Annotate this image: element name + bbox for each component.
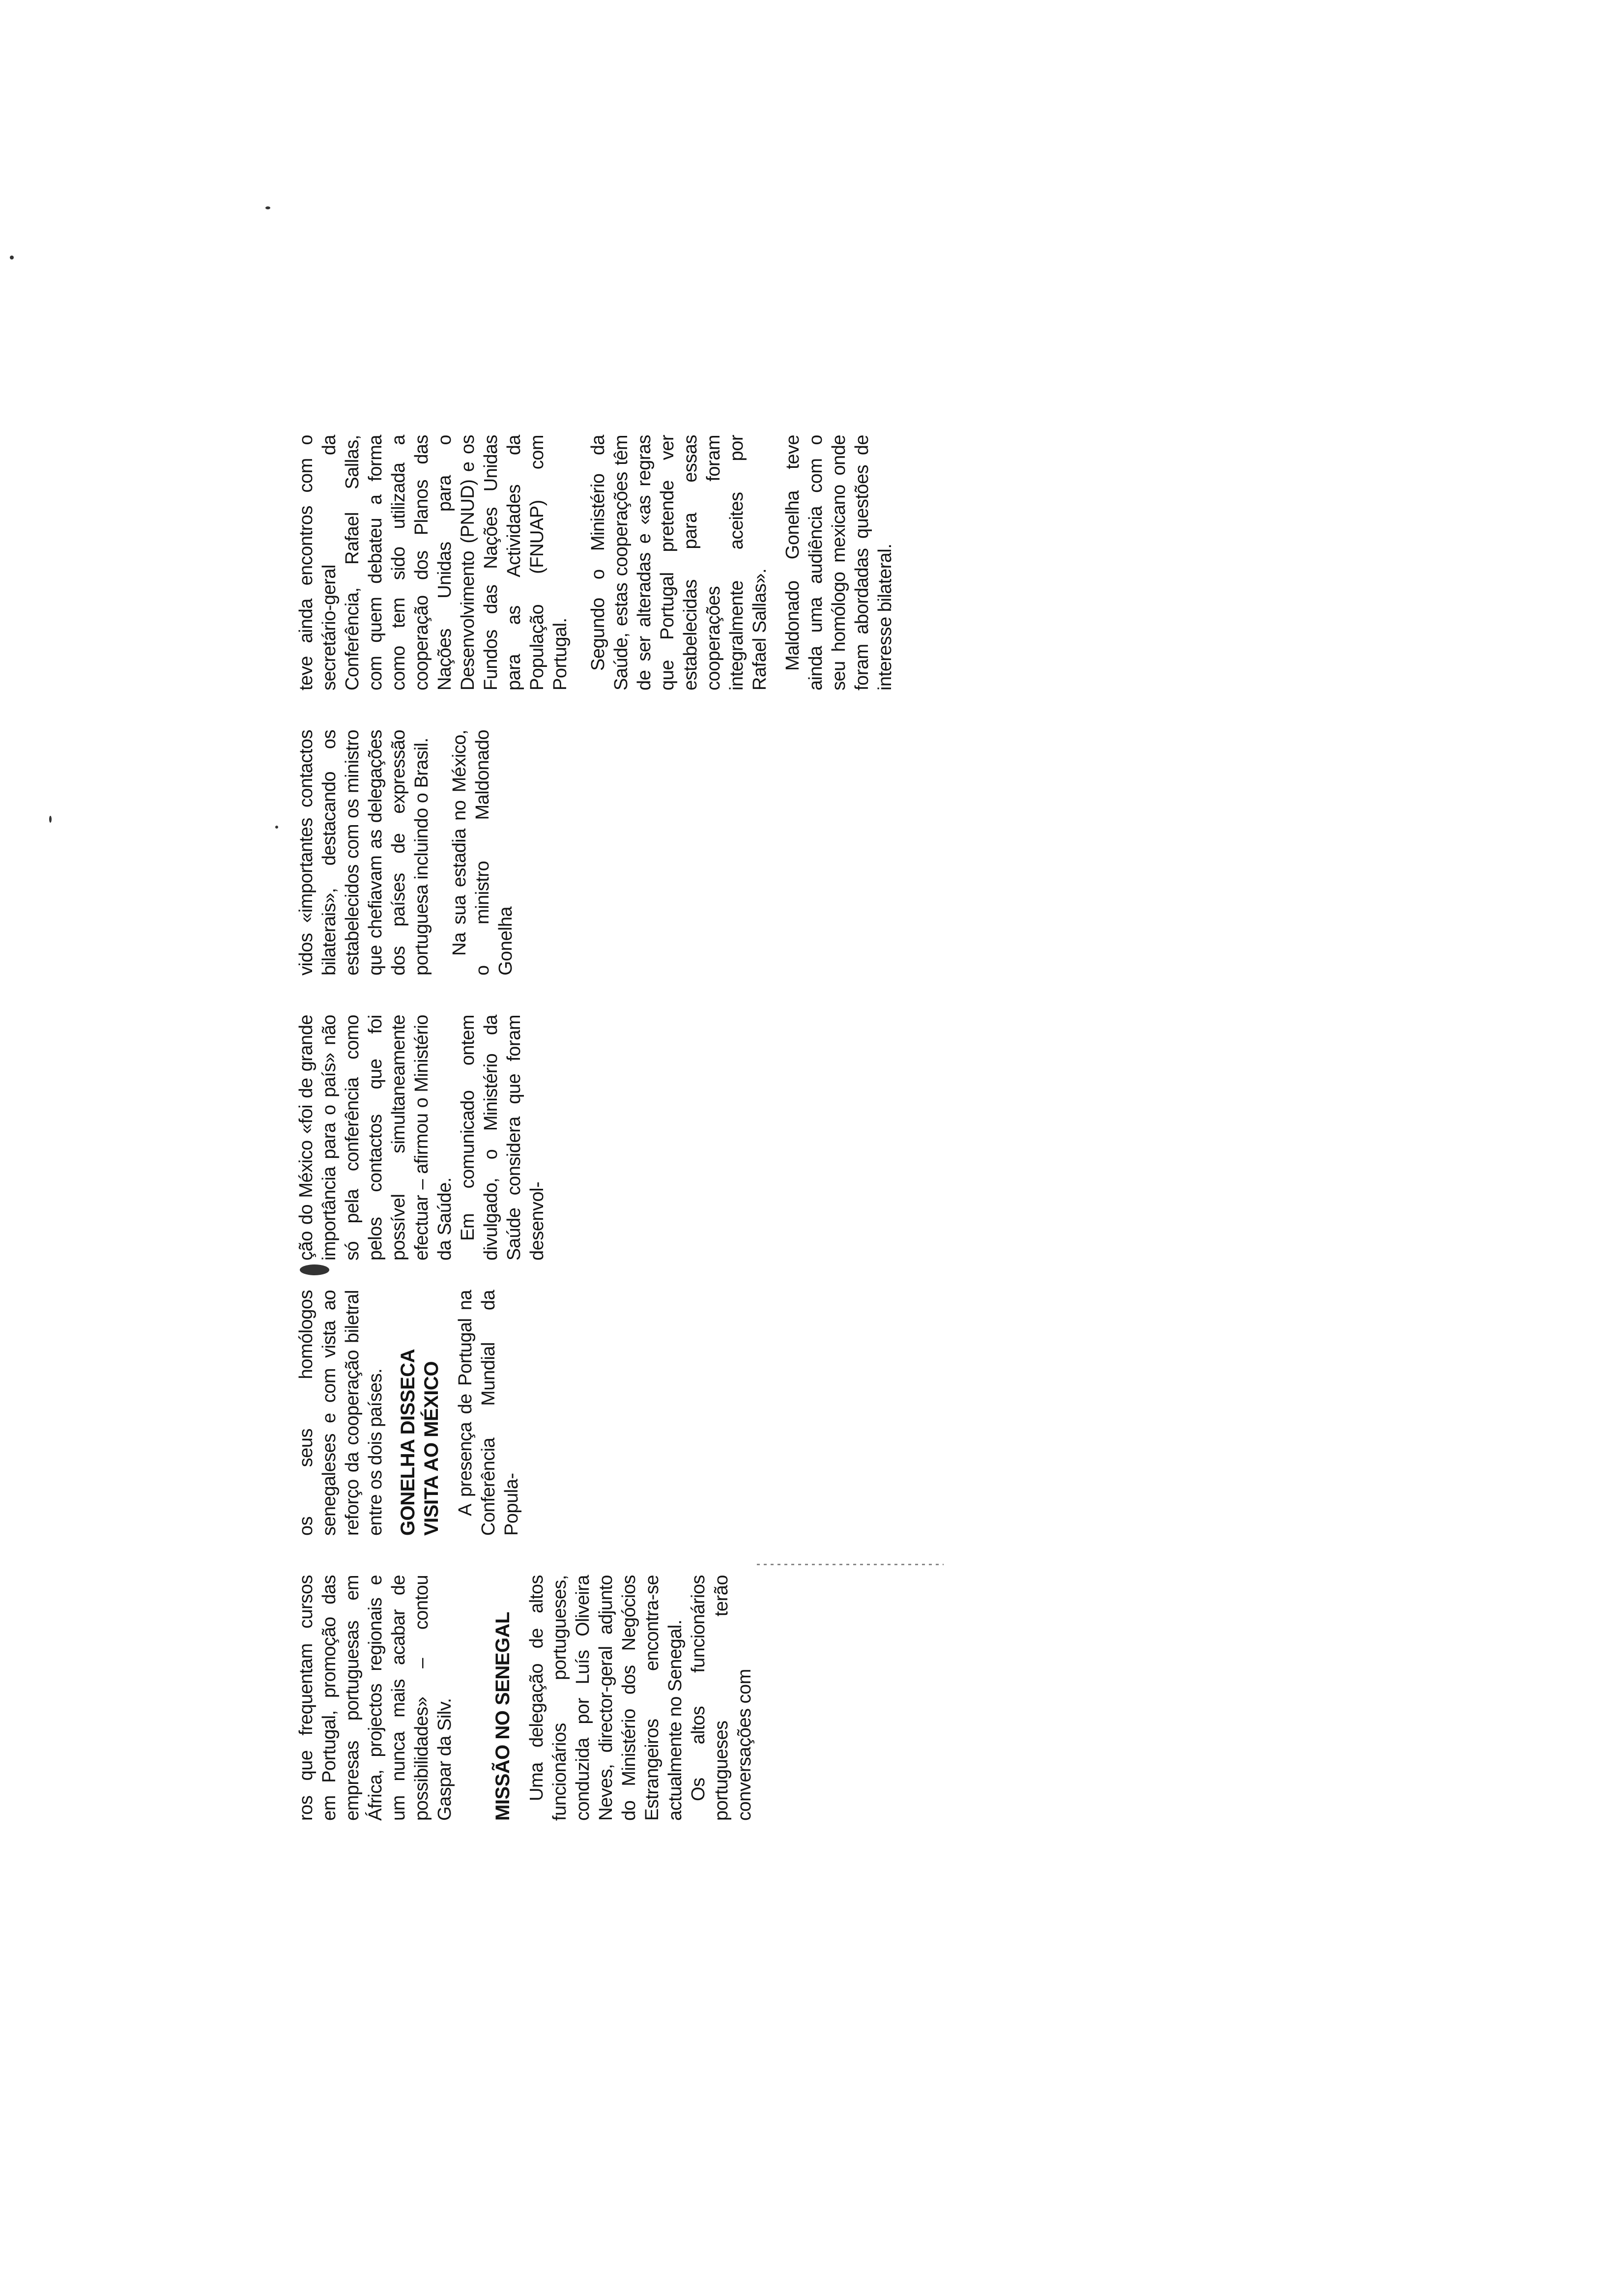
heading-gonelha-disseca-visita: GONELHA DISSECA VISITA AO MÉXICO xyxy=(397,1349,442,1536)
column-1-paragraph-2: Os altos funcionários portugueses terão conversações com xyxy=(688,1575,755,1821)
article-column-4 xyxy=(295,730,518,976)
heading-missao-no-senegal: MISSÃO NO SENEGAL xyxy=(492,1612,514,1821)
column-5-paragraph-1: teve ainda encontros com o secretário-geral da Conferência, Rafael Sallas, com quem debateu a forma como tem sido utilizada a cooperação dos Planos das Nações Unidas para o Desenvolvimento (PNUD) e os Fundos das Nações Unidas para as Actividades da População (FNUAP) com Portugal. xyxy=(296,435,571,690)
article-column-1 xyxy=(295,1575,756,1821)
scan-speck xyxy=(300,1264,329,1275)
scan-speck xyxy=(265,206,270,209)
article-column-5 xyxy=(295,435,897,690)
column-3-paragraph-1: ção do México «foi de grande importância para o país» não só pela conferência como pelos contactos que foi possível simultaneamente efectuar – afirmou o Ministério da Saúde. xyxy=(296,1015,455,1261)
column-4-paragraph-2: Na sua estadia no México, o ministro Maldonado Gonelha xyxy=(449,730,516,976)
scan-noise-line xyxy=(757,1564,944,1565)
scan-speck xyxy=(10,256,14,259)
article-column-3 xyxy=(295,1015,549,1261)
column-1-lead-text: ros que frequentam cursos em Portugal, promoção das empresas portuguesas em África, projectos regionais e um nunca mais acabar de possibilidades» – contou Gaspar da Silv. xyxy=(296,1575,455,1821)
column-1-paragraph-1: Uma delegação de altos funcionários portugueses, conduzida por Luís Oliveira Neves, director-geral adjunto do Ministério dos Negócios Estrangeiros encontra-se actualmente no Senegal. xyxy=(526,1575,686,1821)
column-3-paragraph-2: Em comunicado ontem divulgado, o Ministério da Saúde considera que foram desenvol- xyxy=(458,1015,547,1261)
scan-speck xyxy=(275,826,278,829)
column-4-paragraph-1: vidos «importantes contactos bilaterais», destacando os estabelecidos com os ministro que chefiavam as delegações dos países de expressão portuguesa incluindo o Brasil. xyxy=(296,730,432,976)
article-column-2 xyxy=(295,1290,523,1536)
column-2-lead-text: os seus homólogos senegaleses e com vista ao reforço da cooperação biletral entre os dois países. xyxy=(296,1290,386,1536)
column-2-paragraph-1: A presença de Portugal na Conferência Mundial da Popula- xyxy=(455,1290,522,1536)
scan-speck xyxy=(49,816,52,823)
column-5-paragraph-3: Maldonado Gonelha teve ainda uma audiência com o seu homólogo mexicano onde foram abordadas questões de interesse bilateral. xyxy=(782,435,895,690)
newspaper-clipping xyxy=(265,150,895,1821)
column-5-paragraph-2: Segundo o Ministério da Saúde, estas cooperações têm de ser alteradas e «as regras que Portugal pretende ver estabelecidas para essas cooperações foram integralmente aceites por Rafael Sallas». xyxy=(588,435,770,690)
